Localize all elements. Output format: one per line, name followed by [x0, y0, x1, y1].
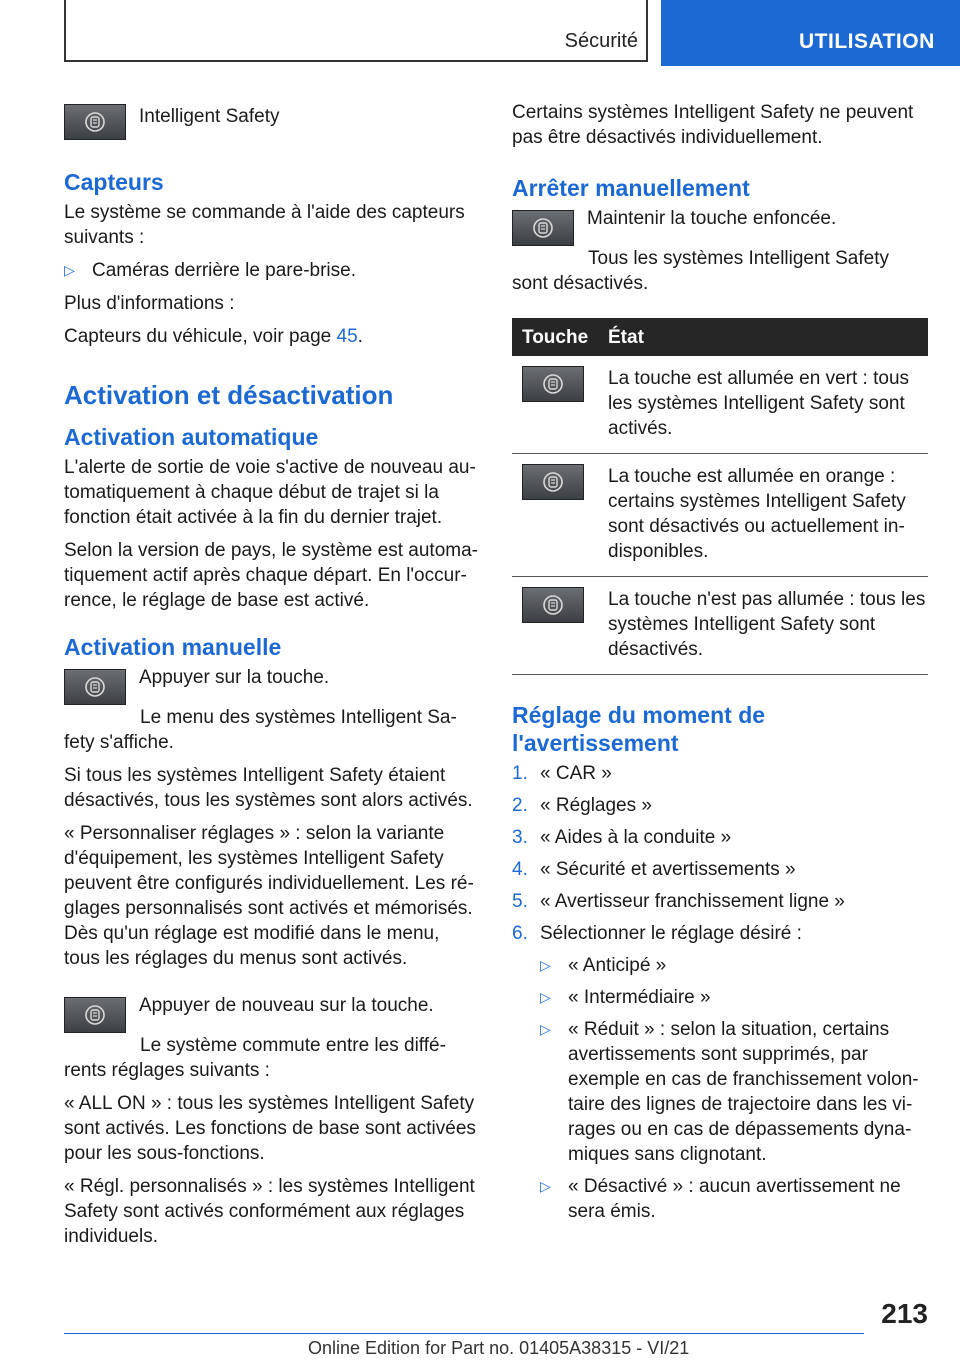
- option-item: ▷ « Désactivé » : aucun avertissement ne sera émis.: [540, 1176, 901, 1222]
- manual-row-1: [64, 665, 478, 705]
- manual-line2: Le menu des systèmes Intelligent Sa-fety s'affiche.: [64, 707, 457, 753]
- table-header-row: [512, 318, 928, 356]
- intelligent-safety-row: [64, 100, 478, 140]
- manual-p4: « Régl. personnalisés » : les systèmes Intelligent Safety sont activés conformément aux réglages individuels.: [64, 1176, 475, 1247]
- manual-line4: Le système commute entre les diffé-rents réglages suivants :: [64, 1035, 446, 1081]
- stop-line2: Tous les systèmes Intelligent Safety sont désactivés.: [512, 248, 889, 294]
- bullet-item: [64, 258, 478, 283]
- state-text: La touche n'est pas allumée : tous les systèmes Intelligent Safety sont désactivés.: [598, 577, 928, 675]
- triangle-bullet-icon: ▷: [540, 989, 551, 1005]
- triangle-bullet-icon: ▷: [540, 957, 551, 973]
- option-item: ▷ « Intermédiaire »: [540, 987, 711, 1008]
- manual-row-2: [64, 993, 478, 1033]
- state-text: La touche est allumée en vert : tous les systèmes Intelligent Safety sont activés.: [598, 356, 928, 454]
- button-off-icon: [522, 587, 584, 623]
- page-link[interactable]: 45: [336, 326, 358, 347]
- auto-p2: Selon la version de pays, le système est automa-tiquement actif après chaque départ. En l'occur-rence, le réglage de base est activé.: [64, 540, 478, 611]
- page-number: 213: [881, 1298, 928, 1329]
- table-row: [512, 454, 928, 577]
- table-row: [512, 577, 928, 675]
- left-column: [64, 100, 478, 1257]
- manual-line3: Appuyer de nouveau sur la touche.: [139, 995, 434, 1016]
- auto-p1: L'alerte de sortie de voie s'active de nouveau au-tomatiquement à chaque début de trajet si la fonction était activée à la fin du dernier trajet.: [64, 457, 476, 528]
- manual-line1: Appuyer sur la touche.: [139, 667, 330, 688]
- heading-stop: Arrêter manuellement: [512, 175, 750, 201]
- list-item: 4. « Sécurité et avertissements »: [512, 859, 796, 880]
- page-header: [0, 0, 960, 66]
- more-info: Plus d'informations :: [64, 293, 235, 314]
- stop-line1: Maintenir la touche enfoncée.: [587, 208, 837, 229]
- intelligent-safety-button-icon: [64, 997, 126, 1033]
- stop-row: [512, 206, 928, 246]
- table-row: [512, 356, 928, 454]
- heading-manual: Activation manuelle: [64, 634, 282, 660]
- status-table: [512, 318, 928, 675]
- footer-divider: [64, 1333, 864, 1334]
- list-item: 1. « CAR »: [512, 763, 612, 784]
- button-orange-icon: [522, 464, 584, 500]
- list-item: 5. « Avertisseur franchissement ligne »: [512, 891, 845, 912]
- intelligent-safety-button-icon: [512, 210, 574, 246]
- triangle-bullet-icon: ▷: [540, 1178, 551, 1194]
- triangle-bullet-icon: ▷: [540, 1021, 551, 1037]
- triangle-bullet-icon: ▷: [64, 262, 75, 278]
- col-header-etat: État: [598, 318, 928, 356]
- edition-text: Online Edition for Part no. 01405A38315 - VI/21: [308, 1338, 690, 1358]
- header-frame: [64, 0, 648, 62]
- button-green-icon: [522, 366, 584, 402]
- heading-capteurs: Capteurs: [64, 169, 164, 195]
- page-reference: Capteurs du véhicule, voir page 45.: [64, 326, 363, 347]
- right-intro: Certains systèmes Intelligent Safety ne peuvent pas être désactivés individuellement.: [512, 102, 914, 148]
- intelligent-safety-button-icon: [64, 669, 126, 705]
- list-item: 3. « Aides à la conduite »: [512, 827, 732, 848]
- manual-p3: « ALL ON » : tous les systèmes Intelligent Safety sont activés. Les fonctions de base sont activées pour les sous-fonctions.: [64, 1093, 476, 1164]
- option-item: ▷ « Anticipé »: [540, 955, 667, 976]
- list-item: 2. « Réglages »: [512, 795, 652, 816]
- capteurs-intro: Le système se commande à l'aide des capteurs suivants :: [64, 202, 465, 248]
- heading-activation: Activation et désactivation: [64, 380, 394, 410]
- heading-auto: Activation automatique: [64, 424, 319, 450]
- right-column: [512, 100, 928, 1231]
- col-header-touche: Touche: [512, 318, 598, 356]
- chapter-tab: UTILISATION: [661, 0, 960, 66]
- bullet-text: Caméras derrière le pare-brise.: [92, 260, 356, 281]
- button-label: Intelligent Safety: [139, 106, 280, 127]
- option-item: ▷ « Réduit » : selon la situation, certains avertissements sont supprimés, par exemple en cas de franchissement volon-taire des lignes de trajectoire dans les vi-rages ou en cas de dépassements dyna-miques sans clignotant.: [540, 1019, 919, 1165]
- section-title: Sécurité: [564, 30, 638, 52]
- manual-p1: Si tous les systèmes Intelligent Safety étaient désactivés, tous les systèmes sont alors activés.: [64, 765, 473, 811]
- intelligent-safety-button-icon: [64, 104, 126, 140]
- manual-p2: « Personnaliser réglages » : selon la variante d'équipement, les systèmes Intelligent Safety peuvent être configurés individuellement. Les ré-glages personnalisés sont activés et mémorisés. Dès qu'un réglage est modifié dans le menu, tous les réglages du menus sont activés.: [64, 823, 474, 969]
- list-item: 6. Sélectionner le réglage désiré :: [512, 923, 802, 944]
- heading-warning: Réglage du moment de l'avertissement: [512, 702, 766, 756]
- state-text: La touche est allumée en orange : certains systèmes Intelligent Safety sont désactivés ou actuellement in-disponibles.: [598, 454, 928, 577]
